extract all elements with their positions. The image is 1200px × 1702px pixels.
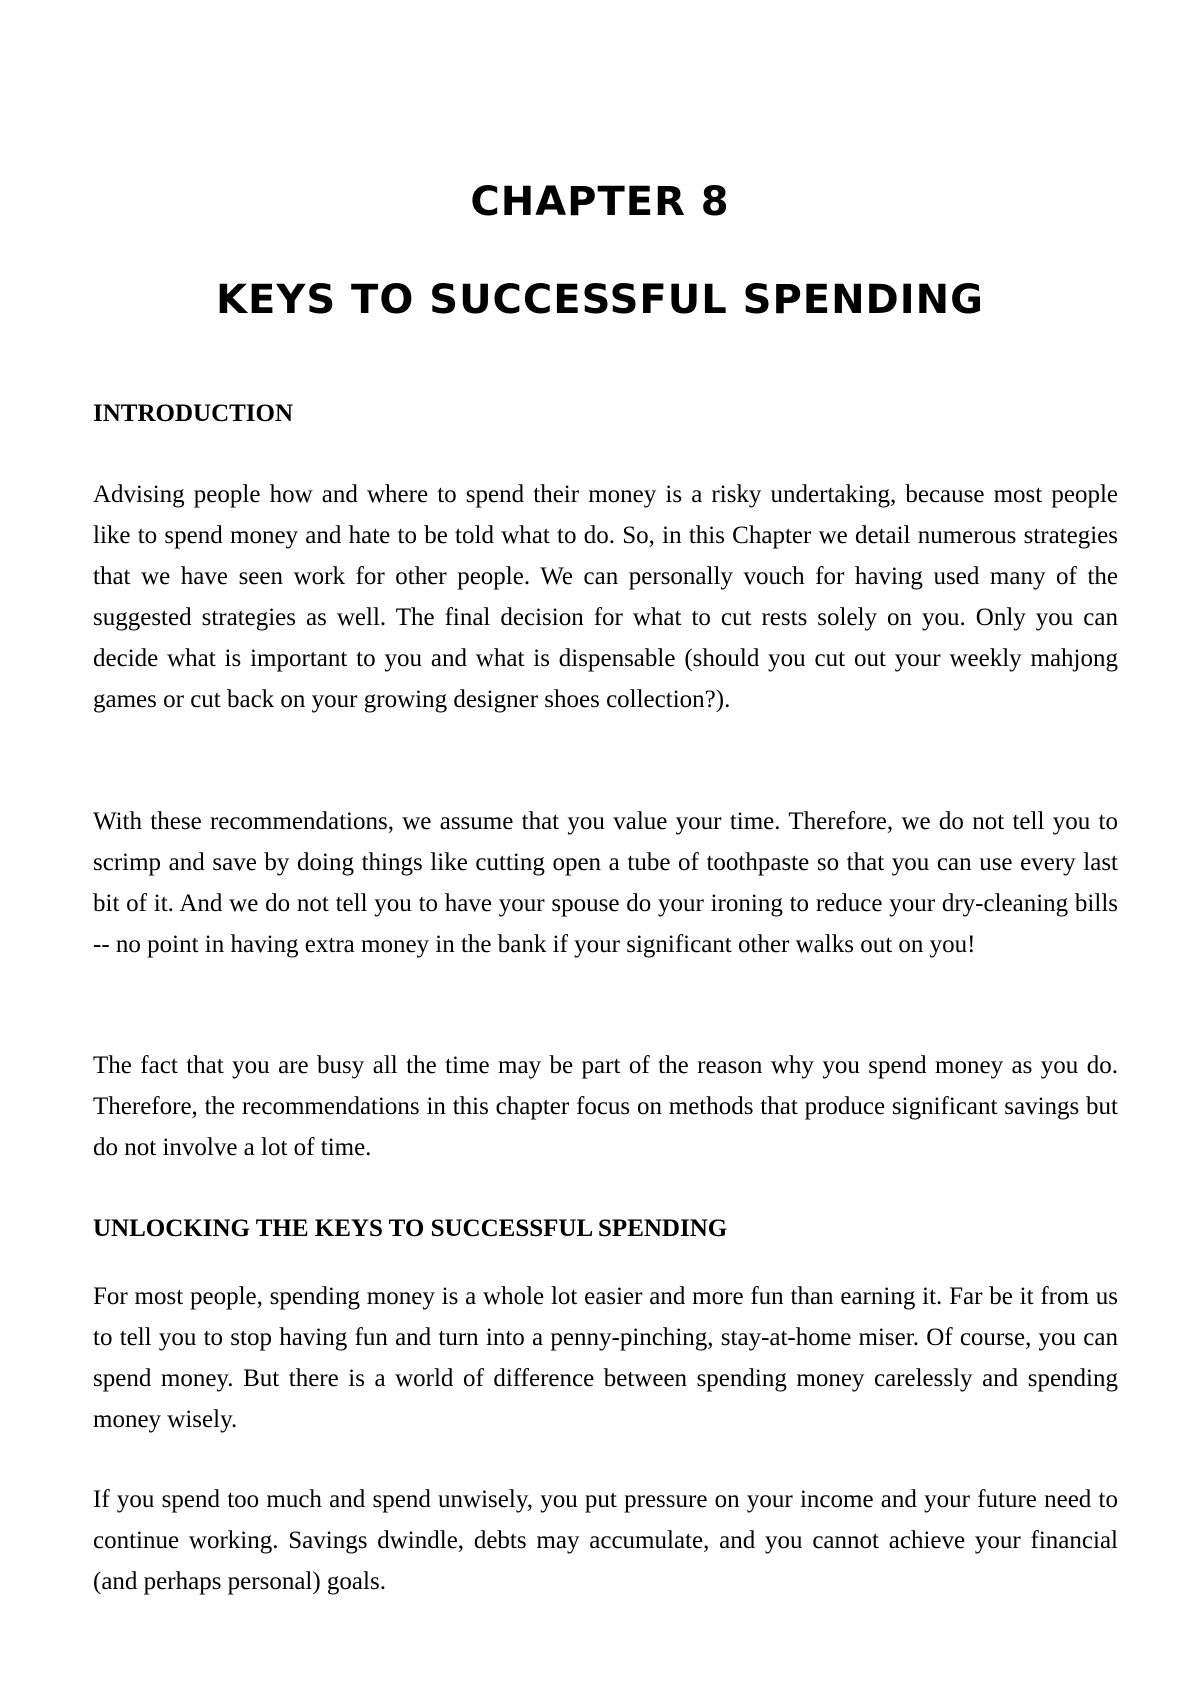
section-heading-introduction: INTRODUCTION [93,400,294,427]
paragraph: Advising people how and where to spend their money is a risky undertaking, because most people like to spend money and hate to be told what to do. So, in this Chapter we detail numerous strategies that we have seen work for other people. We can personally vouch for having used many of the suggested strategies as well. The final decision for what to cut rests solely on you. Only you can decide what is important to you and what is dispensable (should you cut out your weekly mahjong games or cut back on your growing designer shoes collection?). [93,481,1118,713]
paragraph: If you spend too much and spend unwisely, you put pressure on your income and your future need to continue working. Savings dwindle, debts may accumulate, and you cannot achieve your financial (and perhaps personal) goals. [93,1486,1118,1595]
paragraph: The fact that you are busy all the time may be part of the reason why you spend money as you do. Therefore, the recommendations in this chapter focus on methods that produce significant savings but do not involve a lot of time. [93,1052,1118,1161]
chapter-number: CHAPTER 8 [470,179,730,225]
paragraph: For most people, spending money is a whole lot easier and more fun than earning it. Far be it from us to tell you to stop having fun and turn into a penny-pinching, stay-at-home miser. Of course, you can spend money. But there is a world of difference between spending money carelessly and spending money wisely. [93,1283,1118,1433]
section-heading-unlocking: UNLOCKING THE KEYS TO SUCCESSFUL SPENDING [93,1215,728,1242]
paragraph: With these recommendations, we assume that you value your time. Therefore, we do not tell you to scrimp and save by doing things like cutting open a tube of toothpaste so that you can use every last bit of it. And we do not tell you to have your spouse do your ironing to reduce your dry-cleaning bills -- no point in having extra money in the bank if your significant other walks out on you! [93,808,1118,958]
chapter-title: KEYS TO SUCCESSFUL SPENDING [216,277,984,323]
